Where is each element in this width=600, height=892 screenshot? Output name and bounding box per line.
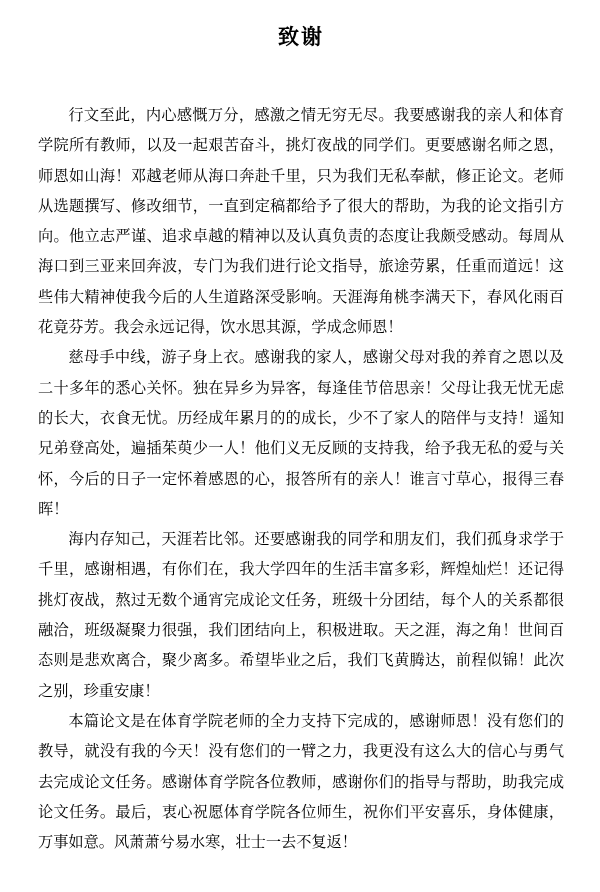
paragraph-closing: 本篇论文是在体育学院老师的全力支持下完成的，感谢师恩！没有您们的教导，就没有我的今天！没有您们的一臂之力，我更没有这么大的信心与勇气去完成论文任务。感谢体育学院各位教师，感谢你们的指导与帮助，助我完成论文任务。最后，衷心祝愿体育学院各位师生，祝你们平安喜乐，身体健康，万事如意。风萧萧兮易水寒，壮士一去不复返！: [38, 711, 564, 852]
paragraph-teachers: 行文至此，内心感慨万分，感激之情无穷无尽。我要感谢我的亲人和体育学院所有教师，以及一起艰苦奋斗，挑灯夜战的同学们。更要感谢名师之恩，师恩如山海！邓越老师从海口奔赴千里，只为我们无私奉献，修正论文。老师从选题撰写、修改细节，一直到定稿都给予了很大的帮助，为我的论文指引方向。他立志严谨、追求卓越的精神以及认真负责的态度让我颇受感动。每周从海口到三亚来回奔波，专门为我们进行论文指导，旅途劳累，任重而道远！这些伟大精神使我今后的人生道路深受影响。天涯海角桃李满天下，春风化雨百花竟芬芳。我会永远记得，饮水思其源，学成念师恩！: [38, 106, 564, 337]
page-title: 致谢: [278, 25, 324, 49]
paragraph-family: 慈母手中线，游子身上衣。感谢我的家人，感谢父母对我的养育之恩以及二十多年的悉心关怀。独在异乡为异客，每逢佳节倍思亲！父母让我无忧无虑的长大，衣食无忧。历经成年累月的的成长，少不了家人的陪伴与支持！遥知兄弟登高处，遍插茱萸少一人！他们义无反顾的支持我，给予我无私的爱与关怀，今后的日子一定怀着感恩的心，报答所有的亲人！谁言寸草心，报得三春晖！: [38, 348, 564, 518]
paragraph-classmates: 海内存知己，天涯若比邻。还要感谢我的同学和朋友们，我们孤身求学于千里，感谢相遇，有你们在，我大学四年的生活丰富多彩，辉煌灿烂！还记得挑灯夜战，熬过无数个通宵完成论文任务，班级十分团结，每个人的关系都很融洽，班级凝聚力很强，我们团结向上，积极进取。天之涯，海之角！世间百态则是悲欢离合，聚少离多。希望毕业之后，我们飞黄腾达，前程似锦！此次之别，珍重安康！: [38, 530, 564, 700]
